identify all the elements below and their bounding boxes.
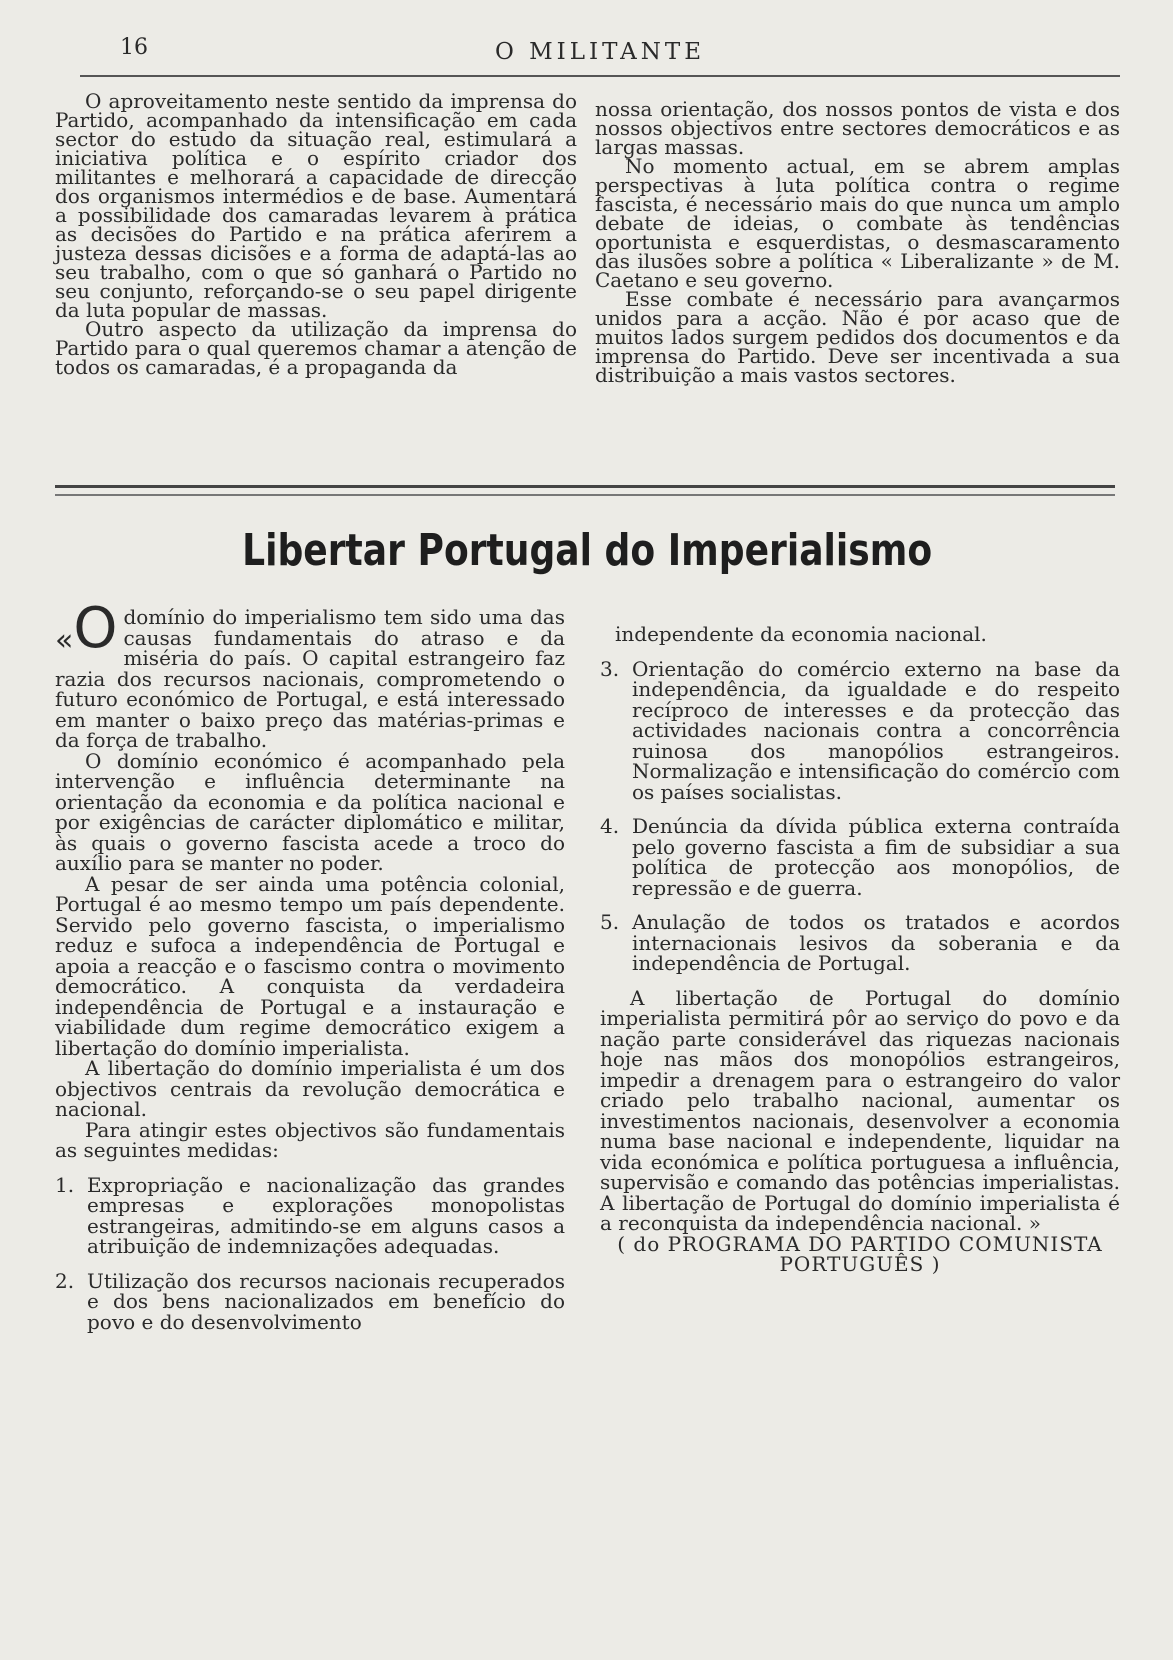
top-left-column [55,89,577,379]
measure-text: Orientação do comércio externo na base da independência, da igualdade e do respeito recíproco de interesses e da protecção das actividades nacionais contra a concorrência ruinosa dos manopólios estrangeiros. Normalização e intensificação do comércio com os países socialistas. [632,656,1120,804]
measure-number: 3. [600,656,620,681]
paragraph: Outro aspecto da utilização da imprensa do Partido para o qual queremos chamar a atenção de todos os camaradas, é a propaganda da [55,317,577,379]
measure-text: Anulação de todos os tratados e acordos internacionais lesivos da soberania e da independência de Portugal. [632,910,1120,975]
paragraph: Esse combate é necessário para avançarmos unidos para a acção. Não é por acaso que de muitos lados surgem pedidos dos documentos e da imprensa do Partido. Deve ser incentivada a sua distribuição a mais vastos sectores. [595,287,1120,387]
closing-paragraph: A libertação de Portugal do domínio imperialista permitirá pôr ao serviço do povo e da nação parte considerável das riquezas nacionais hoje nas mãos dos monopólios estrangeiros, impedir a drenagem para o estrangeiro do valor criado pelo trabalho nacional, aumentar os investimentos nacionais, desenvolver a economia numa base nacional e independente, liquidar na vida económica e política portuguesa a influência, supervisão e comando das potências imperialistas. A libertação de Portugal do domínio imperialista é a reconquista da independência nacional. » [600,985,1120,1235]
measure-text: Utilização dos recursos nacionais recuperados e dos bens nacionalizados em benefício do povo e do desenvolvimento [87,1268,565,1334]
measure-number: 4. [600,814,620,838]
article-right-column [600,624,1120,1275]
paragraph: A libertação do domínio imperialista é um dos objectivos centrais da revolução democrática e nacional. [55,1056,565,1121]
measure-item [600,656,1120,804]
measure-number: 2. [55,1268,75,1293]
paragraph: Para atingir estes objectivos são fundamentais as seguintes medidas: [55,1117,565,1162]
measure-text: Denúncia da dívida pública externa contraída pelo governo fascista a fim de subsidiar a sua política de protecção aos monopólios, de repressão e de guerra. [632,814,1120,900]
paragraph: O aproveitamento neste sentido da imprensa do Partido, acompanhado da intensificação em cada sector do estudo da situação real, estimulará a iniciativa política e o espírito criador dos militantes e melhorará a capacidade de direcção dos organismos intermédios e de base. Aumentará a possibilidade dos camaradas levarem à prática as decisões do Partido e na prática aferirem a justeza dessas dicisões e a forma de adaptá-las ao seu trabalho, com o que só ganhará o Partido no seu conjunto, reforçando-se o seu papel dirigente da luta popular de massas. [55,89,577,322]
drop-cap: «O [55,596,118,661]
measure-item [600,912,1120,974]
article-headline: Libertar Portugal do Imperialismo [242,525,933,576]
top-right-column [595,97,1120,387]
measure-item [55,1268,565,1334]
paragraph: nossa orientação, dos nossos pontos de vista e dos nossos objectivos entre sectores democráticos e as largas massas. [595,97,1120,159]
open-quote: « [55,623,74,658]
page-header [80,35,1120,77]
measure-number: 1. [55,1172,75,1197]
paragraph: O domínio económico é acompanhado pela intervenção e influência determinante na orientação da economia e da política nacional e por exigências de carácter diplomático e militar, às quais o governo fascista acede a troco do auxílio para se manter no poder. [55,748,565,875]
section-divider [55,485,1115,496]
opening-paragraph [55,596,565,752]
source-citation: ( do PROGRAMA DO PARTIDO COMUNISTA PORTUGUÊS ) [617,1231,1103,1276]
measure-number: 5. [600,910,620,934]
measure-item [600,816,1120,898]
paragraph: No momento actual, em se abrem amplas perspectivas à luta política contra o regime fascista, é necessário mais do que nunca um amplo debate de ideias, o combate às tendências oportunista e esquerdistas, o desmascaramento das ilusões sobre a política « Liberalizante » de M. Caetano e seu governo. [595,154,1120,292]
page-number: 16 [120,35,148,60]
paragraph: A pesar de ser ainda uma potência colonial, Portugal é ao mesmo tempo um país dependente. Servido pelo governo fascista, o imperialismo reduz e sufoca a independência de Portugal e apoia a reacção e o fascismo contra o movimento democrático. A conquista da verdadeira independência de Portugal e a instauração e viabilidade dum regime democrático exigem a libertação do domínio imperialista. [55,871,565,1060]
paragraph-text: domínio do imperialismo tem sido uma das causas fundamentais do atraso e da miséria do país. O capital estrangeiro faz razia dos recursos nacionais, comprometendo o futuro económico de Portugal, e está interessado em manter o baixo preço das matérias-primas e da força de trabalho. [55,605,565,752]
measure-item [55,1172,565,1258]
measure-text: Expropriação e nacionalização das grandes empresas e explorações monopolistas estrangeiras, admitindo-se em alguns casos a atribuição de indemnizações adequadas. [87,1172,565,1258]
article-left-column [55,596,565,1334]
continued-text: independente da economia nacional. [615,622,987,646]
publication-title: O MILITANTE [494,39,706,65]
